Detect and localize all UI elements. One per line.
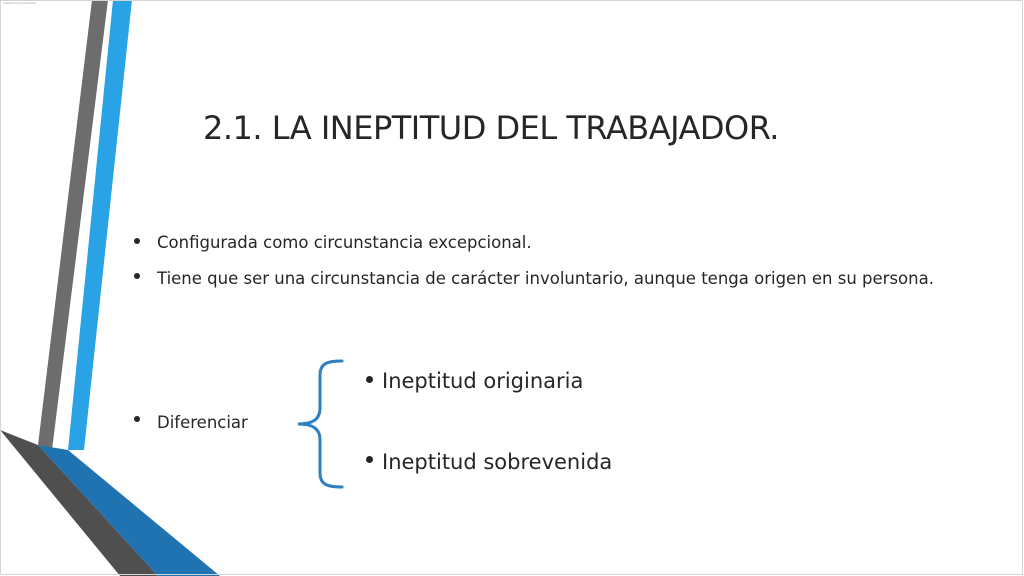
- slide-title: 2.1. LA INEPTITUD DEL TRABAJADOR.: [203, 109, 779, 147]
- sub-item-originaria: Ineptitud originaria: [382, 369, 584, 393]
- sub-item-sobrevenida: Ineptitud sobrevenida: [382, 450, 613, 474]
- sub-bullet-dot: [366, 376, 373, 383]
- tiny-caption: Ineptitud sobrevenida: [3, 1, 36, 5]
- sub-bullet-dot: [366, 456, 373, 463]
- bullet-1: Configurada como circunstancia excepcional.: [157, 233, 532, 252]
- bullet-3: Diferenciar: [157, 413, 248, 432]
- bullet-2: Tiene que ser una circunstancia de carácter involuntario, aunque tenga origen en su persona.: [157, 269, 934, 288]
